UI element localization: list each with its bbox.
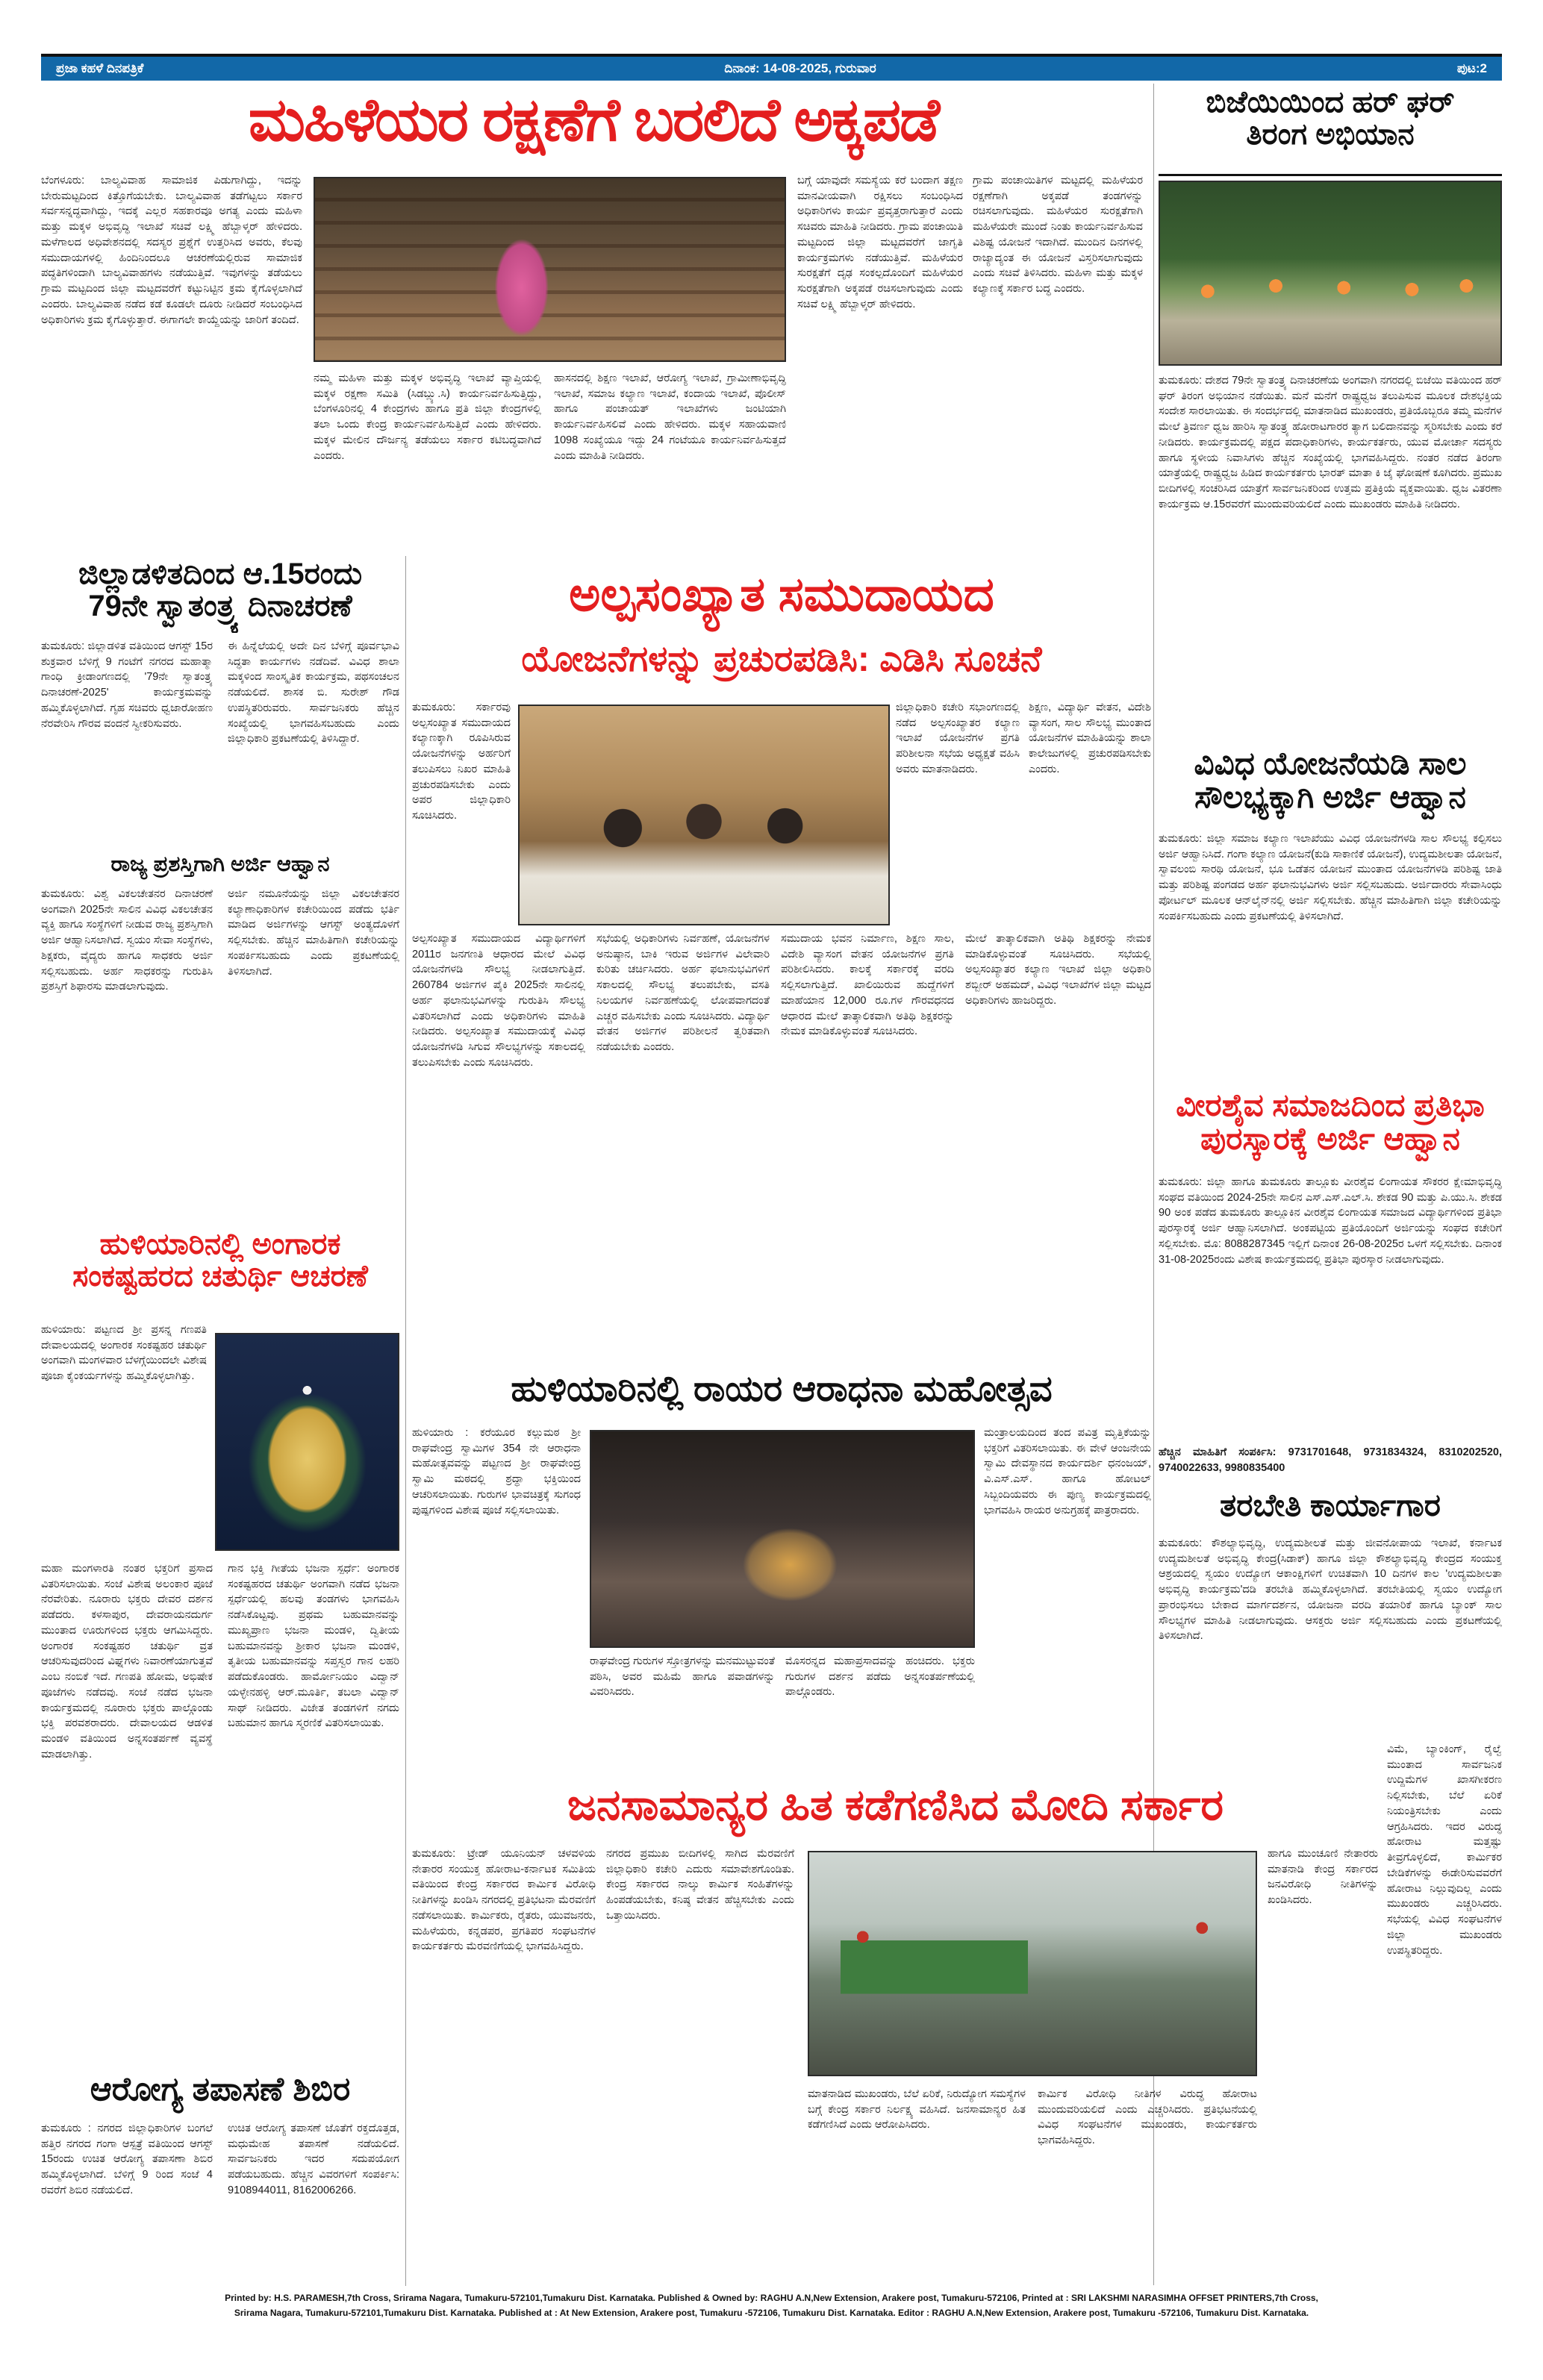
modi-col2: ನಗರದ ಪ್ರಮುಖ ಬೀದಿಗಳಲ್ಲಿ ಸಾಗಿದ ಮೆರವಣಿಗೆ ಜಿಲ್ಲಾಧಿಕಾರಿ ಕಚೇರಿ ಎದುರು ಸಮಾವೇಶಗೊಂಡಿತು. ಕೇಂದ್ರ ಸರ್ಕಾರದ ನಾಲ್ಕು ಕಾರ್ಮಿಕ ಸಂಹಿತೆಗಳನ್ನು ಹಿಂಪಡೆಯಬೇಕು, ಕನಿಷ್ಠ ವೇತನ ಹೆಚ್ಚಿಸಬೇಕು ಎಂದು ಒತ್ತಾಯಿಸಿದರು. — [606, 1848, 794, 1922]
minority-col4: ಮೇಲೆ ತಾತ್ಕಾಲಿಕವಾಗಿ ಅತಿಥಿ ಶಿಕ್ಷಕರನ್ನು ನೇಮಕ ಮಾಡಿಕೊಳ್ಳುವಂತೆ ಸೂಚಿಸಿದರು. ಸಭೆಯಲ್ಲಿ ಅಲ್ಪಸಂಖ್ಯಾತರ ಕಲ್ಯಾಣ ಇಲಾಖೆ ಜಿಲ್ಲಾ ಅಧಿಕಾರಿ ಶಬ್ಬೀರ್ ಅಹಮದ್, ವಿವಿಧ ಇಲಾಖೆಗಳ ಜಿಲ್ಲಾ ಮಟ್ಟದ ಅಧಿಕಾರಿಗಳು ಹಾಜರಿದ್ದರು. — [965, 933, 1151, 1007]
lead-body-col3: ಹಾಸನದಲ್ಲಿ ಶಿಕ್ಷಣ ಇಲಾಖೆ, ಆರೋಗ್ಯ ಇಲಾಖೆ, ಗ್ರಾಮೀಣಾಭಿವೃದ್ಧಿ ಇಲಾಖೆ, ಸಮಾಜ ಕಲ್ಯಾಣ ಇಲಾಖೆ, ಕಂದಾಯ ಇಲಾಖೆ, ಪೊಲೀಸ್ ಹಾಗೂ ಪಂಚಾಯತ್ ಇಲಾಖೆಗಳು ಜಂಟಿಯಾಗಿ ಕಾರ್ಯನಿರ್ವಹಿಸಲಿವೆ ಎಂದು ಹೇಳಿದರು. ಮಕ್ಕಳ ಸಹಾಯವಾಣಿ 1098 ಸಂಖ್ಯೆಯೂ ಇದ್ದು 24 ಗಂಟೆಯೂ ಕಾರ್ಯನಿರ್ವಹಿಸುತ್ತದೆ ಎಂದು ಮಾಹಿತಿ ನೀಡಿದರು. — [554, 372, 786, 462]
loan-body: ತುಮಕೂರು: ಜಿಲ್ಲಾ ಸಮಾಜ ಕಲ್ಯಾಣ ಇಲಾಖೆಯು ವಿವಿಧ ಯೋಜನೆಗಳಡಿ ಸಾಲ ಸೌಲಭ್ಯ ಕಲ್ಪಿಸಲು ಅರ್ಜಿ ಆಹ್ವಾನಿಸಿದೆ. ಗಂಗಾ ಕಲ್ಯಾಣ ಯೋಜನೆ(ಕುಡಿ ಸಾಕಾಣಿಕೆ ಯೋಜನೆ), ಉದ್ಯಮಶೀಲತಾ ಯೋಜನೆ, ಸ್ವಾವಲಂಬಿ ಸಾರಥಿ ಯೋಜನೆ, ಭೂ ಒಡೆತನ ಯೋಜನೆ ಮುಂತಾದ ಯೋಜನೆಗಳಡಿ ಪರಿಶಿಷ್ಟ ಜಾತಿ ಮತ್ತು ಪರಿಶಿಷ್ಟ ಪಂಗಡದ ಅರ್ಹ ಫಲಾನುಭವಿಗಳು ಅರ್ಜಿ ಸಲ್ಲಿಸಬಹುದು. ಅರ್ಜಿದಾರರು ಸೇವಾಸಿಂಧು ಪೋರ್ಟಲ್ ಮೂಲಕ ಆನ್‌ಲೈನ್‌ನಲ್ಲಿ ಅರ್ಜಿ ಸಲ್ಲಿಸಬೇಕು. ಹೆಚ್ಚಿನ ಮಾಹಿತಿಗಾಗಿ ಜಿಲ್ಲಾ ಕಚೇರಿಯನ್ನು ಸಂಪರ್ಕಿಸಬಹುದು ಎಂದು ಪ್ರಕಟಣೆಯಲ್ಲಿ ತಿಳಿಸಲಾಗಿದೆ. — [1159, 833, 1502, 922]
lead-body-col1: ಬೆಂಗಳೂರು: ಬಾಲ್ಯವಿವಾಹ ಸಾಮಾಜಿಕ ಪಿಡುಗಾಗಿದ್ದು, ಇದನ್ನು ಬೇರುಮಟ್ಟದಿಂದ ಕಿತ್ತೊಗೆಯಬೇಕು. ಬಾಲ್ಯವಿವಾಹ ತಡೆಗಟ್ಟಲು ಸರ್ಕಾರ ಸರ್ವಸನ್ನದ್ಧವಾಗಿದ್ದು, ಇದಕ್ಕೆ ಎಲ್ಲರ ಸಹಕಾರವೂ ಅಗತ್ಯ ಎಂದು ಮಹಿಳಾ ಮತ್ತು ಮಕ್ಕಳ ಅಭಿವೃದ್ಧಿ ಇಲಾಖೆ ಸಚಿವೆ ಲಕ್ಷ್ಮಿ ಹೆಬ್ಬಾಳ್ಕರ್ ಹೇಳಿದರು. ಮಳೆಗಾಲದ ಅಧಿವೇಶನದಲ್ಲಿ ಸದಸ್ಯರ ಪ್ರಶ್ನೆಗೆ ಉತ್ತರಿಸಿದ ಅವರು, ಕೆಲವು ಸಮುದಾಯಗಳಲ್ಲಿ ಹಿಂದಿನಿಂದಲೂ ಆಚರಣೆಯಲ್ಲಿರುವ ಸಾಮಾಜಿಕ ಪದ್ಧತಿಗಳಿಂದಾಗಿ ಬಾಲ್ಯವಿವಾಹಗಳು ನಡೆಯುತ್ತಿವೆ. ಇವುಗಳನ್ನು ತಡೆಯಲು ಗ್ರಾಮ ಮಟ್ಟದಿಂದ ಜಿಲ್ಲಾ ಮಟ್ಟದವರೆಗೆ ಕಟ್ಟುನಿಟ್ಟಿನ ಕ್ರಮ ಕೈಗೊಳ್ಳಲಾಗಿದೆ ಎಂದರು. ಬಾಲ್ಯವಿವಾಹ ನಡೆದ ಕಡೆ ಕೂಡಲೇ ದೂರು ನೀಡಿದರೆ ಸಂಬಂಧಿಸಿದ ಅಧಿಕಾರಿಗಳು ಕ್ರಮ ಕೈಗೊಳ್ಳುತ್ತಾರೆ. ಈಗಾಗಲೇ ಕಾಯ್ದೆಯನ್ನು ಜಾರಿಗೆ ತಂದಿದೆ. — [41, 175, 302, 326]
ganapati-deity-photo — [215, 1333, 399, 1551]
tiranga-headline-line1: ಬಿಜೆಯಿಯಿಂದ ಹರ್ ಘರ್ — [1206, 87, 1455, 119]
minority-meeting-photo — [518, 705, 890, 925]
modi-col5: ಕಾರ್ಮಿಕ ವಿರೋಧಿ ನೀತಿಗಳ ವಿರುದ್ಧ ಹೋರಾಟ ಮುಂದುವರಿಯಲಿದೆ ಎಂದು ಎಚ್ಚರಿಸಿದರು. ಪ್ರತಿಭಟನೆಯಲ್ಲಿ ವಿವಿಧ ಸಂಘಟನೆಗಳ ಮುಖಂಡರು, ಕಾರ್ಯಕರ್ತರು ಭಾಗವಹಿಸಿದ್ದರು. — [1038, 2088, 1257, 2147]
tiranga-flag-photo — [1159, 181, 1502, 366]
independence-headline-line1: ಜಿಲ್ಲಾಡಳಿತದಿಂದ ಆ.15ರಂದು — [78, 558, 363, 590]
lead-body-col4: ಬಗ್ಗೆ ಯಾವುದೇ ಸಮಸ್ಯೆಯ ಕರೆ ಬಂದಾಗ ತಕ್ಷಣ ಮಾನವೀಯವಾಗಿ ರಕ್ಷಿಸಲು ಸಂಬಂಧಿಸಿದ ಅಧಿಕಾರಿಗಳು ಕಾರ್ಯ ಪ್ರವೃತ್ತರಾಗುತ್ತಾರೆ ಎಂದು ಸಚಿವರು ಮಾಹಿತಿ ನೀಡಿದರು. ಗ್ರಾಮ ಪಂಚಾಯಿತಿ ಮಟ್ಟದಿಂದ ಜಿಲ್ಲಾ ಮಟ್ಟದವರೆಗೆ ಜಾಗೃತಿ ಕಾರ್ಯಕ್ರಮಗಳು ನಡೆಯುತ್ತಿವೆ. ಮಹಿಳೆಯರ ಸುರಕ್ಷತೆಗೆ ದೃಢ ಸಂಕಲ್ಪದೊಂದಿಗೆ ಮಹಿಳೆಯರ ಸುರಕ್ಷತೆಗಾಗಿ ಅಕ್ಕಪಡೆ ರಚಿಸಲಾಗುವುದು ಎಂದು ಸಚಿವೆ ಲಕ್ಷ್ಮಿ ಹೆಬ್ಬಾಳ್ಕರ್ ಹೇಳಿದರು. — [797, 175, 963, 310]
date-line: ದಿನಾಂಕ: 14-08-2025, ಗುರುವಾರ — [724, 61, 876, 75]
rayara-col-b2: ಮೊಸರನ್ನದ ಮಹಾಪ್ರಸಾದವನ್ನು ಹಂಚಿದರು. ಭಕ್ತರು ಗುರುಗಳ ದರ್ಶನ ಪಡೆದು ಅನ್ನಸಂತರ್ಪಣೆಯಲ್ಲಿ ಪಾಲ್ಗೊಂಡರು. — [785, 1655, 975, 1699]
angaraka-intro: ಹುಳಿಯಾರು: ಪಟ್ಟಣದ ಶ್ರೀ ಪ್ರಸನ್ನ ಗಣಪತಿ ದೇವಾಲಯದಲ್ಲಿ ಅಂಗಾರಕ ಸಂಕಷ್ಟಹರ ಚತುರ್ಥಿ ಅಂಗವಾಗಿ ಮಂಗಳವಾರ ಬೆಳಗ್ಗೆಯಿಂದಲೇ ವಿಶೇಷ ಪೂಜಾ ಕೈಂಕರ್ಯಗಳನ್ನು ಹಮ್ಮಿಕೊಳ್ಳಲಾಗಿತ್ತು. — [41, 1324, 207, 1383]
health-col1: ತುಮಕೂರು : ನಗರದ ಜಿಲ್ಲಾಧಿಕಾರಿಗಳ ಬಂಗಲೆ ಹತ್ತಿರ ನಗರದ ಗಂಗಾ ಆಸ್ಪತ್ರೆ ವತಿಯಿಂದ ಆಗಸ್ಟ್ 15ರಂದು ಉಚಿತ ಆರೋಗ್ಯ ತಪಾಸಣಾ ಶಿಬಿರ ಹಮ್ಮಿಕೊಳ್ಳಲಾಗಿದೆ. ಬೆಳಿಗ್ಗೆ 9 ರಿಂದ ಸಂಜೆ 4 ರವರೆಗೆ ಶಿಬಿರ ನಡೆಯಲಿದೆ. — [41, 2123, 213, 2196]
veerashaiva-headline-line2: ಪುರಸ್ಕಾರಕ್ಕೆ ಅರ್ಜಿ ಆಹ್ವಾನ — [1200, 1121, 1460, 1157]
state-award-subhead: ರಾಜ್ಯ ಪ್ರಶಸ್ತಿಗಾಗಿ ಅರ್ಜಿ ಆಹ್ವಾನ — [110, 852, 330, 876]
modi-headline: ಜನಸಾಮಾನ್ಯರ ಹಿತ ಕಡೆಗಣಿಸಿದ ಮೋದಿ ಸರ್ಕಾರ — [567, 1782, 1224, 1829]
independence-headline-line2: 79ನೇ ಸ್ವಾತಂತ್ರ್ಯ ದಿನಾಚರಣೆ — [88, 590, 352, 623]
tiranga-rule — [1159, 174, 1502, 176]
rayara-headline: ಹುಳಿಯಾರಿನಲ್ಲಿ ರಾಯರ ಆರಾಧನಾ ಮಹೋತ್ಸವ — [511, 1370, 1053, 1409]
loan-headline-line1: ವಿವಿಧ ಯೋಜನೆಯಡಿ ಸಾಲ — [1194, 746, 1467, 781]
lead-assembly-photo — [314, 177, 786, 362]
modi-col3: ಹಾಗೂ ಮುಂಚೂಣಿ ನೇತಾರರು ಮಾತನಾಡಿ ಕೇಂದ್ರ ಸರ್ಕಾರದ ಜನವಿರೋಧಿ ನೀತಿಗಳನ್ನು ಖಂಡಿಸಿದರು. — [1268, 1848, 1378, 1907]
minority-col-r2: ಶಿಕ್ಷಣ, ವಿದ್ಯಾರ್ಥಿ ವೇತನ, ವಿದೇಶಿ ವ್ಯಾಸಂಗ, ಸಾಲ ಸೌಲಭ್ಯ ಮುಂತಾದ ಯೋಜನೆಗಳ ಮಾಹಿತಿಯನ್ನು ಶಾಲಾ ಕಾಲೇಜುಗಳಲ್ಲಿ ಪ್ರಚುರಪಡಿಸಬೇಕು ಎಂದರು. — [1029, 702, 1151, 775]
independence-col2: ಈ ಹಿನ್ನೆಲೆಯಲ್ಲಿ ಅದೇ ದಿನ ಬೆಳಿಗ್ಗೆ ಪೂರ್ವಭಾವಿ ಸಿದ್ಧತಾ ಕಾರ್ಯಗಳು ನಡೆದಿವೆ. ವಿವಿಧ ಶಾಲಾ ಮಕ್ಕಳಿಂದ ಸಾಂಸ್ಕೃತಿಕ ಕಾರ್ಯಕ್ರಮ, ಪಥಸಂಚಲನ ನಡೆಯಲಿದೆ. ಶಾಸಕ ಬಿ. ಸುರೇಶ್ ಗೌಡ ಉಪಸ್ಥಿತರಿರುವರು. ಸಾರ್ವಜನಿಕರು ಹೆಚ್ಚಿನ ಸಂಖ್ಯೆಯಲ್ಲಿ ಭಾಗವಹಿಸಬಹುದು ಎಂದು ಜಿಲ್ಲಾಧಿಕಾರಿ ಪ್ರಕಟಣೆಯಲ್ಲಿ ತಿಳಿಸಿದ್ದಾರೆ. — [228, 640, 399, 746]
training-body: ತುಮಕೂರು: ಕೌಶಲ್ಯಾಭಿವೃದ್ಧಿ, ಉದ್ಯಮಶೀಲತೆ ಮತ್ತು ಜೀವನೋಪಾಯ ಇಲಾಖೆ, ಕರ್ನಾಟಕ ಉದ್ಯಮಶೀಲತೆ ಅಭಿವೃದ್ಧಿ ಕೇಂದ್ರ(ಸಿಡಾಕ್) ಹಾಗೂ ಜಿಲ್ಲಾ ಕೌಶಲ್ಯಾಭಿವೃದ್ಧಿ ಕೇಂದ್ರದ ಸಂಯುಕ್ತ ಆಶ್ರಯದಲ್ಲಿ ಸ್ವಯಂ ಉದ್ಯೋಗ ಆಕಾಂಕ್ಷಿಗಳಿಗೆ ಉಚಿತವಾಗಿ 10 ದಿನಗಳ ಕಾಲ 'ಉದ್ಯಮಶೀಲತಾ ಅಭಿವೃದ್ಧಿ ಕಾರ್ಯಕ್ರಮ'ದಡಿ ತರಬೇತಿ ಹಮ್ಮಿಕೊಳ್ಳಲಾಗಿದೆ. ತರಬೇತಿಯಲ್ಲಿ ಸ್ವಯಂ ಉದ್ಯೋಗ ಪ್ರಾರಂಭಿಸಲು ಬೇಕಾದ ಮಾರ್ಗದರ್ಶನ, ಯೋಜನಾ ವರದಿ ತಯಾರಿಕೆ ಹಾಗೂ ಬ್ಯಾಂಕ್ ಸಾಲ ಸೌಲಭ್ಯಗಳ ಮಾಹಿತಿ ನೀಡಲಾಗುವುದು. ಆಸಕ್ತರು ಅರ್ಜಿ ಸಲ್ಲಿಸಬಹುದು ಎಂದು ಪ್ರಕಟಣೆಯಲ್ಲಿ ತಿಳಿಸಲಾಗಿದೆ. — [1159, 1537, 1502, 1643]
health-col2: ಉಚಿತ ಆರೋಗ್ಯ ತಪಾಸಣೆ ಜೊತೆಗೆ ರಕ್ತದೊತ್ತಡ, ಮಧುಮೇಹ ತಪಾಸಣೆ ನಡೆಯಲಿದೆ. ಸಾರ್ವಜನಿಕರು ಇದರ ಸದುಪಯೋಗ ಪಡೆಯಬಹುದು. ಹೆಚ್ಚಿನ ವಿವರಗಳಿಗೆ ಸಂಪರ್ಕಿಸಿ: 9108944011, 8162006266. — [228, 2123, 399, 2196]
veerashaiva-contact: ಹೆಚ್ಚಿನ ಮಾಹಿತಿಗೆ ಸಂಪರ್ಕಿಸಿ: 9731701648, 9731834324, 8310202520, 9740022633, 9980835400 — [1159, 1446, 1502, 1474]
angaraka-col1: ಮಹಾ ಮಂಗಳಾರತಿ ನಂತರ ಭಕ್ತರಿಗೆ ಪ್ರಸಾದ ವಿತರಿಸಲಾಯಿತು. ಸಂಜೆ ವಿಶೇಷ ಅಲಂಕಾರ ಪೂಜೆ ನೆರವೇರಿತು. ನೂರಾರು ಭಕ್ತರು ದೇವರ ದರ್ಶನ ಪಡೆದರು. ಕಳಸಾಪುರ, ದೇವರಾಯನದುರ್ಗ ಮುಂತಾದ ಊರುಗಳಿಂದ ಭಕ್ತರು ಆಗಮಿಸಿದ್ದರು. ಅಂಗಾರಕ ಸಂಕಷ್ಟಹರ ಚತುರ್ಥಿ ವ್ರತ ಆಚರಿಸುವುದರಿಂದ ವಿಘ್ನಗಳು ನಿವಾರಣೆಯಾಗುತ್ತವೆ ಎಂಬ ನಂಬಿಕೆ ಇದೆ. ಗಣಪತಿ ಹೋಮ, ಅಭಿಷೇಕ ಪೂಜೆಗಳು ನಡೆದವು. ಸಂಜೆ ನಡೆದ ಭಜನಾ ಕಾರ್ಯಕ್ರಮದಲ್ಲಿ ನೂರಾರು ಭಕ್ತರು ಪಾಲ್ಗೊಂಡು ಭಕ್ತಿ ಪರವಶರಾದರು. ದೇವಾಲಯದ ಆಡಳಿತ ಮಂಡಳಿ ವತಿಯಿಂದ ಅನ್ನಸಂತರ್ಪಣೆ ವ್ಯವಸ್ಥೆ ಮಾಡಲಾಗಿತ್ತು. — [41, 1563, 213, 1761]
lead-headline: ಮಹಿಳೆಯರ ರಕ್ಷಣೆಗೆ ಬರಲಿದೆ ಅಕ್ಕಪಡೆ — [248, 88, 939, 153]
minority-col1: ಅಲ್ಪಸಂಖ್ಯಾತ ಸಮುದಾಯದ ವಿದ್ಯಾರ್ಥಿಗಳಿಗೆ 2011ರ ಜನಗಣತಿ ಆಧಾರದ ಮೇಲೆ ವಿವಿಧ ಯೋಜನೆಗಳಡಿ ಸೌಲಭ್ಯ ನೀಡಲಾಗುತ್ತಿದೆ. 260784 ಅರ್ಜಿಗಳ ಪೈಕಿ 2025ನೇ ಸಾಲಿನಲ್ಲಿ ಅರ್ಹ ಫಲಾನುಭವಿಗಳನ್ನು ಗುರುತಿಸಿ ಸೌಲಭ್ಯ ವಿತರಿಸಲಾಗಿದೆ ಎಂದು ಅಧಿಕಾರಿಗಳು ಮಾಹಿತಿ ನೀಡಿದರು. ಅಲ್ಪಸಂಖ್ಯಾತ ಸಮುದಾಯಕ್ಕೆ ವಿವಿಧ ಯೋಜನೆಗಳಡಿ ಸಿಗುವ ಸೌಲಭ್ಯಗಳನ್ನು ಸಕಾಲದಲ್ಲಿ ತಲುಪಿಸಬೇಕು ಎಂದು ಸೂಚಿಸಿದರು. — [412, 933, 585, 1069]
minority-headline-line1: ಅಲ್ಪಸಂಖ್ಯಾತ ಸಮುದಾಯದ — [569, 569, 994, 621]
minority-col-left: ತುಮಕೂರು: ಸರ್ಕಾರವು ಅಲ್ಪಸಂಖ್ಯಾತ ಸಮುದಾಯದ ಕಲ್ಯಾಣಕ್ಕಾಗಿ ರೂಪಿಸಿರುವ ಯೋಜನೆಗಳನ್ನು ಅರ್ಹರಿಗೆ ತಲುಪಿಸಲು ನಿಖರ ಮಾಹಿತಿ ಪ್ರಚುರಪಡಿಸಬೇಕು ಎಂದು ಅಪರ ಜಿಲ್ಲಾಧಿಕಾರಿ ಸೂಚಿಸಿದರು. — [412, 702, 511, 822]
angaraka-headline — [41, 1228, 399, 1315]
rayara-col-b1: ರಾಘವೇಂದ್ರ ಗುರುಗಳ ಸ್ತೋತ್ರಗಳನ್ನು ಮನಮುಟ್ಟುವಂತೆ ಪಠಿಸಿ, ಅವರ ಮಹಿಮೆ ಹಾಗೂ ಪವಾಡಗಳನ್ನು ವಿವರಿಸಿದರು. — [590, 1655, 775, 1699]
paper-name: ಪ್ರಜಾ ಕಹಳೆ ದಿನಪತ್ರಿಕೆ — [56, 61, 144, 75]
independence-headline — [41, 558, 399, 633]
independence-col4: ಅರ್ಜಿ ನಮೂನೆಯನ್ನು ಜಿಲ್ಲಾ ವಿಕಲಚೇತನರ ಕಲ್ಯಾಣಾಧಿಕಾರಿಗಳ ಕಚೇರಿಯಿಂದ ಪಡೆದು ಭರ್ತಿ ಮಾಡಿದ ಅರ್ಜಿಗಳನ್ನು ಆಗಸ್ಟ್ ಅಂತ್ಯದೊಳಗೆ ಸಲ್ಲಿಸಬೇಕು. ಹೆಚ್ಚಿನ ಮಾಹಿತಿಗಾಗಿ ಕಚೇರಿಯನ್ನು ಸಂಪರ್ಕಿಸಬಹುದು ಎಂದು ಪ್ರಕಟಣೆಯಲ್ಲಿ ತಿಳಿಸಲಾಗಿದೆ. — [228, 888, 399, 978]
tiranga-headline — [1159, 87, 1502, 169]
page-number: ಪುಟ:2 — [1456, 61, 1487, 75]
loan-headline — [1159, 746, 1502, 825]
protest-march-photo — [808, 1851, 1257, 2076]
angaraka-col2: ಗಾನ ಭಕ್ತಿ ಗೀತೆಯ ಭಜನಾ ಸ್ಪರ್ಧೆ: ಅಂಗಾರಕ ಸಂಕಷ್ಟಹರದ ಚತುರ್ಥಿ ಅಂಗವಾಗಿ ನಡೆದ ಭಜನಾ ಸ್ಪರ್ಧೆಯಲ್ಲಿ ಹಲವು ತಂಡಗಳು ಭಾಗವಹಿಸಿ ನಡೆಸಿಕೊಟ್ಟವು. ಪ್ರಥಮ ಬಹುಮಾನವನ್ನು ಮುಖ್ಯಪ್ರಾಣ ಭಜನಾ ಮಂಡಳಿ, ದ್ವಿತೀಯ ಬಹುಮಾನವನ್ನು ಶ್ರೀಕಾರ ಭಜನಾ ಮಂಡಳಿ, ತೃತೀಯ ಬಹುಮಾನವನ್ನು ಸಪ್ತಸ್ವರ ಗಾನ ಲಹರಿ ಪಡೆದುಕೊಂಡರು. ಹಾರ್ಮೋನಿಯಂ ವಿದ್ವಾನ್ ಯಳ್ಳೇನಹಳ್ಳಿ ಆರ್.ಮೂರ್ತಿ, ತಬಲಾ ವಿದ್ವಾನ್ ಸಾಥ್ ನೀಡಿದರು. ವಿಜೇತ ತಂಡಗಳಿಗೆ ನಗದು ಬಹುಮಾನ ಹಾಗೂ ಸ್ಮರಣಿಕೆ ವಿತರಿಸಲಾಯಿತು. — [228, 1563, 399, 1730]
minority-headline-line2: ಯೋಜನೆಗಳನ್ನು ಪ್ರಚುರಪಡಿಸಿ: ಎಡಿಸಿ ಸೂಚನೆ — [521, 640, 1042, 679]
rayara-col-right: ಮಂತ್ರಾಲಯದಿಂದ ತಂದ ಪವಿತ್ರ ಮೃತ್ತಿಕೆಯನ್ನು ಭಕ್ತರಿಗೆ ವಿತರಿಸಲಾಯಿತು. ಈ ವೇಳೆ ಆಂಜನೇಯ ಸ್ವಾಮಿ ದೇವಸ್ಥಾನದ ಕಾರ್ಯದರ್ಶಿ ಧನಂಜಯ್, ವಿ.ಎಸ್.ಎಸ್. ಹಾಗೂ ಹೋಟಲ್ ಸಿಬ್ಬಂದಿಯವರು ಈ ಪುಣ್ಯ ಕಾರ್ಯಕ್ರಮದಲ್ಲಿ ಭಾಗವಹಿಸಿ ರಾಯರ ಅನುಗ್ರಹಕ್ಕೆ ಪಾತ್ರರಾದರು. — [984, 1427, 1151, 1517]
lead-body-col2: ನಮ್ಮ ಮಹಿಳಾ ಮತ್ತು ಮಕ್ಕಳ ಅಭಿವೃದ್ಧಿ ಇಲಾಖೆ ವ್ಯಾಪ್ತಿಯಲ್ಲಿ ಮಕ್ಕಳ ರಕ್ಷಣಾ ಸಮಿತಿ (ಸಿಡಬ್ಲ್ಯು.ಸಿ) ಕಾರ್ಯನಿರ್ವಹಿಸುತ್ತಿದ್ದು, ಬೆಂಗಳೂರಿನಲ್ಲಿ 4 ಕೇಂದ್ರಗಳು ಹಾಗೂ ಪ್ರತಿ ಜಿಲ್ಲಾ ಕೇಂದ್ರಗಳಲ್ಲಿ ತಲಾ ಒಂದು ಕೇಂದ್ರ ಕಾರ್ಯನಿರ್ವಹಿಸುತ್ತಿದೆ ಎಂದು ಹೇಳಿದರು. ಮಕ್ಕಳ ಮೇಲಿನ ದೌರ್ಜನ್ಯ ತಡೆಯಲು ಸರ್ಕಾರ ಕಟಿಬದ್ಧವಾಗಿದೆ ಎಂದರು. — [314, 372, 541, 462]
veerashaiva-body: ತುಮಕೂರು: ಜಿಲ್ಲಾ ಹಾಗೂ ತುಮಕೂರು ತಾಲ್ಲೂಕು ವೀರಶೈವ ಲಿಂಗಾಯತ ಸೌಕರರ ಕ್ಷೇಮಾಭಿವೃದ್ಧಿ ಸಂಘದ ವತಿಯಿಂದ 2024-25ನೇ ಸಾಲಿನ ಎಸ್.ಎಸ್.ಎಲ್.ಸಿ. ಶೇಕಡ 90 ಮತ್ತು ಪಿ.ಯು.ಸಿ. ಶೇಕಡ 90 ಅಂಕ ಪಡೆದ ತುಮಕೂರು ತಾಲ್ಲೂಕಿನ ವೀರಶೈವ ಲಿಂಗಾಯತ ಸಮಾಜದ ವಿದ್ಯಾರ್ಥಿಗಳಿಂದ ಪ್ರತಿಭಾ ಪುರಸ್ಕಾರಕ್ಕೆ ಅರ್ಜಿ ಆಹ್ವಾನಿಸಲಾಗಿದೆ. ಅಂಕಪಟ್ಟಿಯ ಪ್ರತಿಯೊಂದಿಗೆ ಅರ್ಜಿಯನ್ನು ಸಂಘದ ಕಚೇರಿಗೆ ಸಲ್ಲಿಸಬೇಕು. ಮೊ: 8088287345 ಇಲ್ಲಿಗೆ ದಿನಾಂಕ 26-08-2025ರ ಒಳಗೆ ಸಲ್ಲಿಸಬೇಕು. ದಿನಾಂಕ 31-08-2025ರಂದು ವಿಶೇಷ ಕಾರ್ಯಕ್ರಮದಲ್ಲಿ ಪ್ರತಿಭಾ ಪುರಸ್ಕಾರ ನೀಡಲಾಗುವುದು. — [1159, 1176, 1502, 1266]
loan-headline-line2: ಸೌಲಭ್ಯಕ್ಕಾಗಿ ಅರ್ಜಿ ಆಹ್ವಾನ — [1194, 779, 1466, 815]
independence-col1: ತುಮಕೂರು: ಜಿಲ್ಲಾಡಳಿತ ವತಿಯಿಂದ ಆಗಸ್ಟ್ 15ರ ಶುಕ್ರವಾರ ಬೆಳಿಗ್ಗೆ 9 ಗಂಟೆಗೆ ನಗರದ ಮಹಾತ್ಮಾ ಗಾಂಧಿ ಕ್ರೀಡಾಂಗಣದಲ್ಲಿ '79ನೇ ಸ್ವಾತಂತ್ರ್ಯ ದಿನಾಚರಣೆ-2025' ಕಾರ್ಯಕ್ರಮವನ್ನು ಹಮ್ಮಿಕೊಳ್ಳಲಾಗಿದೆ. ಗೃಹ ಸಚಿವರು ಧ್ವಜಾರೋಹಣ ನೆರವೇರಿಸಿ ಗೌರವ ವಂದನೆ ಸ್ವೀಕರಿಸುವರು. — [41, 640, 213, 730]
health-headline: ಆರೋಗ್ಯ ತಪಾಸಣೆ ಶಿಬಿರ — [90, 2072, 351, 2108]
tiranga-body: ತುಮಕೂರು: ದೇಶದ 79ನೇ ಸ್ವಾತಂತ್ರ್ಯ ದಿನಾಚರಣೆಯ ಅಂಗವಾಗಿ ನಗರದಲ್ಲಿ ಬಿಜೆಯಿ ವತಿಯಿಂದ ಹರ್ ಘರ್ ತಿರಂಗ ಅಭಿಯಾನ ನಡೆಯಿತು. ಮನೆ ಮನೆಗೆ ರಾಷ್ಟ್ರಧ್ವಜ ತಲುಪಿಸುವ ಮೂಲಕ ದೇಶಭಕ್ತಿಯ ಸಂದೇಶ ಸಾರಲಾಯಿತು. ಈ ಸಂದರ್ಭದಲ್ಲಿ ಮಾತನಾಡಿದ ಮುಖಂಡರು, ಪ್ರತಿಯೊಬ್ಬರೂ ತಮ್ಮ ಮನೆಗಳ ಮೇಲೆ ತ್ರಿವರ್ಣ ಧ್ವಜ ಹಾರಿಸಿ ಸ್ವಾತಂತ್ರ್ಯ ಹೋರಾಟಗಾರರ ತ್ಯಾಗ ಬಲಿದಾನವನ್ನು ಸ್ಮರಿಸಬೇಕು ಎಂದು ಕರೆ ನೀಡಿದರು. ಕಾರ್ಯಕ್ರಮದಲ್ಲಿ ಪಕ್ಷದ ಪದಾಧಿಕಾರಿಗಳು, ಕಾರ್ಯಕರ್ತರು, ಯುವ ಮೋರ್ಚಾ ಸದಸ್ಯರು ಹಾಗೂ ಸ್ಥಳೀಯ ನಿವಾಸಿಗಳು ಹೆಚ್ಚಿನ ಸಂಖ್ಯೆಯಲ್ಲಿ ಭಾಗವಹಿಸಿದ್ದರು. ನಂತರ ನಡೆದ ತಿರಂಗಾ ಯಾತ್ರೆಯಲ್ಲಿ ರಾಷ್ಟ್ರಧ್ವಜ ಹಿಡಿದ ಕಾರ್ಯಕರ್ತರು ಭಾರತ್ ಮಾತಾ ಕಿ ಜೈ ಘೋಷಣೆ ಕೂಗಿದರು. ಪ್ರಮುಖ ಬೀದಿಗಳಲ್ಲಿ ಸಂಚರಿಸಿದ ಯಾತ್ರೆಗೆ ಸಾರ್ವಜನಿಕರಿಂದ ಉತ್ತಮ ಪ್ರತಿಕ್ರಿಯೆ ವ್ಯಕ್ತವಾಯಿತು. ಧ್ವಜ ವಿತರಣಾ ಕಾರ್ಯಕ್ರಮ ಆ.15ರವರೆಗೆ ಮುಂದುವರಿಯಲಿದೆ ಎಂದು ಮುಖಂಡರು ಮಾಹಿತಿ ನೀಡಿದರು. — [1159, 375, 1502, 510]
training-headline: ತರಬೇತಿ ಕಾರ್ಯಾಗಾರ — [1220, 1488, 1441, 1522]
modi-col6: ವಿಮೆ, ಬ್ಯಾಂಕಿಂಗ್, ರೈಲ್ವೆ ಮುಂತಾದ ಸಾರ್ವಜನಿಕ ಉದ್ದಿಮೆಗಳ ಖಾಸಗೀಕರಣ ನಿಲ್ಲಿಸಬೇಕು, ಬೆಲೆ ಏರಿಕೆ ನಿಯಂತ್ರಿಸಬೇಕು ಎಂದು ಆಗ್ರಹಿಸಿದರು. ಇದರ ವಿರುದ್ಧ ಹೋರಾಟ ಮತ್ತಷ್ಟು ತೀವ್ರಗೊಳ್ಳಲಿದೆ, ಕಾರ್ಮಿಕರ ಬೇಡಿಕೆಗಳನ್ನು ಈಡೇರಿಸುವವರೆಗೆ ಹೋರಾಟ ನಿಲ್ಲುವುದಿಲ್ಲ ಎಂದು ಮುಖಂಡರು ಎಚ್ಚರಿಸಿದರು. ಸಭೆಯಲ್ಲಿ ವಿವಿಧ ಸಂಘಟನೆಗಳ ಜಿಲ್ಲಾ ಮುಖಂಡರು ಉಪಸ್ಥಿತರಿದ್ದರು. — [1387, 1743, 1502, 1957]
modi-col1: ತುಮಕೂರು: ಟ್ರೇಡ್ ಯೂನಿಯನ್ ಚಳವಳಿಯ ನೇತಾರರ ಸಂಯುಕ್ತ ಹೋರಾಟ-ಕರ್ನಾಟಕ ಸಮಿತಿಯ ವತಿಯಿಂದ ಕೇಂದ್ರ ಸರ್ಕಾರದ ಕಾರ್ಮಿಕ ವಿರೋಧಿ ನೀತಿಗಳನ್ನು ಖಂಡಿಸಿ ನಗರದಲ್ಲಿ ಪ್ರತಿಭಟನಾ ಮೆರವಣಿಗೆ ನಡೆಸಲಾಯಿತು. ಕಾರ್ಮಿಕರು, ರೈತರು, ಯುವಜನರು, ಮಹಿಳೆಯರು, ಕನ್ನಡಪರ, ಪ್ರಗತಿಪರ ಸಂಘಟನೆಗಳ ಕಾರ್ಯಕರ್ತರು ಮೆರವಣಿಗೆಯಲ್ಲಿ ಭಾಗವಹಿಸಿದ್ದರು. — [412, 1848, 596, 1953]
imprint-line2: Srirama Nagara, Tumakuru-572101,Tumakuru Dist. Karnataka. Published at : At New Extension, Arakere post, Tumakuru -572106, Tumakuru Dist. Karnataka. Editor : RAGHU A.N,New Extension, Arakere post, Tumakuru -572106, Tumakuru Dist. Karnataka. — [234, 2308, 1309, 2318]
independence-col3: ತುಮಕೂರು: ವಿಶ್ವ ವಿಕಲಚೇತನರ ದಿನಾಚರಣೆ ಅಂಗವಾಗಿ 2025ನೇ ಸಾಲಿನ ವಿವಿಧ ವಿಕಲಚೇತನ ವ್ಯಕ್ತಿ ಹಾಗೂ ಸಂಸ್ಥೆಗಳಿಗೆ ನೀಡುವ ರಾಜ್ಯ ಪ್ರಶಸ್ತಿಗಾಗಿ ಅರ್ಜಿ ಆಹ್ವಾನಿಸಲಾಗಿದೆ. ಸ್ವಯಂ ಸೇವಾ ಸಂಸ್ಥೆಗಳು, ಶಿಕ್ಷಕರು, ವೈದ್ಯರು ಹಾಗೂ ಸಾಧಕರು ಅರ್ಜಿ ಸಲ್ಲಿಸಬಹುದು. ಅರ್ಹ ಸಾಧಕರನ್ನು ಗುರುತಿಸಿ ಪ್ರಶಸ್ತಿಗೆ ಶಿಫಾರಸು ಮಾಡಲಾಗುವುದು. — [41, 888, 213, 993]
lead-body-col5: ಗ್ರಾಮ ಪಂಚಾಯಿತಿಗಳ ಮಟ್ಟದಲ್ಲಿ ಮಹಿಳೆಯರ ರಕ್ಷಣೆಗಾಗಿ ಅಕ್ಕಪಡೆ ತಂಡಗಳನ್ನು ರಚಿಸಲಾಗುವುದು. ಮಹಿಳೆಯರ ಸುರಕ್ಷತೆಗಾಗಿ ಮಹಿಳೆಯರೇ ಮುಂದೆ ನಿಂತು ಕಾರ್ಯನಿರ್ವಹಿಸುವ ವಿಶಿಷ್ಟ ಯೋಜನೆ ಇದಾಗಿದೆ. ಮುಂದಿನ ದಿನಗಳಲ್ಲಿ ರಾಜ್ಯಾದ್ಯಂತ ಈ ಯೋಜನೆ ವಿಸ್ತರಿಸಲಾಗುವುದು ಎಂದು ಸಚಿವೆ ತಿಳಿಸಿದರು. ಮಹಿಳಾ ಮತ್ತು ಮಕ್ಕಳ ಕಲ್ಯಾಣಕ್ಕೆ ಸರ್ಕಾರ ಬದ್ಧ ಎಂದರು. — [973, 175, 1143, 296]
masthead-bar — [41, 54, 1502, 81]
minority-col-r1: ಜಿಲ್ಲಾಧಿಕಾರಿ ಕಚೇರಿ ಸಭಾಂಗಣದಲ್ಲಿ ನಡೆದ ಅಲ್ಪಸಂಖ್ಯಾತರ ಕಲ್ಯಾಣ ಇಲಾಖೆ ಯೋಜನೆಗಳ ಪ್ರಗತಿ ಪರಿಶೀಲನಾ ಸಭೆಯ ಅಧ್ಯಕ್ಷತೆ ವಹಿಸಿ ಅವರು ಮಾತನಾಡಿದರು. — [896, 702, 1020, 775]
column-divider-left — [405, 556, 406, 2286]
veerashaiva-headline — [1159, 1088, 1502, 1169]
angaraka-headline-line2: ಸಂಕಷ್ಟಹರದ ಚತುರ್ಥಿ ಆಚರಣೆ — [72, 1260, 368, 1293]
minority-col2: ಸಭೆಯಲ್ಲಿ ಅಧಿಕಾರಿಗಳು ನಿರ್ವಹಣೆ, ಯೋಜನೆಗಳ ಅನುಷ್ಠಾನ, ಬಾಕಿ ಇರುವ ಅರ್ಜಿಗಳ ವಿಲೇವಾರಿ ಕುರಿತು ಚರ್ಚಿಸಿದರು. ಅರ್ಹ ಫಲಾನುಭವಿಗಳಿಗೆ ಸಕಾಲದಲ್ಲಿ ಸೌಲಭ್ಯ ತಲುಪಬೇಕು, ವಸತಿ ನಿಲಯಗಳ ನಿರ್ವಹಣೆಯಲ್ಲಿ ಲೋಪವಾಗದಂತೆ ಎಚ್ಚರ ವಹಿಸಬೇಕು ಎಂದು ಸೂಚಿಸಿದರು. ವಿದ್ಯಾರ್ಥಿ ವೇತನ ಅರ್ಜಿಗಳ ಪರಿಶೀಲನೆ ತ್ವರಿತವಾಗಿ ನಡೆಯಬೇಕು ಎಂದರು. — [596, 933, 770, 1054]
veerashaiva-headline-line1: ವೀರಶೈವ ಸಮಾಜದಿಂದ ಪ್ರತಿಭಾ — [1176, 1088, 1485, 1122]
imprint-line1: Printed by: H.S. PARAMESH,7th Cross, Srirama Nagara, Tumakuru-572101,Tumakuru Dist. Karnataka. Published & Owned by: RAGHU A.N,New Extension, Arakere post, Tumakuru-572106, Printed at : SRI LAKSHMI NARASIMHA OFFSET PRINTERS,7th Cross, — [225, 2293, 1318, 2303]
minority-col3: ಸಮುದಾಯ ಭವನ ನಿರ್ಮಾಣ, ಶಿಕ್ಷಣ ಸಾಲ, ವಿದೇಶಿ ವ್ಯಾಸಂಗ ವೇತನ ಯೋಜನೆಗಳ ಪ್ರಗತಿ ಪರಿಶೀಲಿಸಿದರು. ಕಾಲಕ್ಕೆ ಸರ್ಕಾರಕ್ಕೆ ವರದಿ ಸಲ್ಲಿಸಲಾಗುತ್ತಿದೆ. ಖಾಲಿಯಿರುವ ಹುದ್ದೆಗಳಿಗೆ ಮಾಹೆಯಾನ 12,000 ರೂ.ಗಳ ಗೌರವಧನದ ಆಧಾರದ ಮೇಲೆ ತಾತ್ಕಾಲಿಕವಾಗಿ ಅತಿಥಿ ಶಿಕ್ಷಕರನ್ನು ನೇಮಕ ಮಾಡಿಕೊಳ್ಳುವಂತೆ ಸೂಚಿಸಿದರು. — [781, 933, 954, 1038]
rayara-event-photo — [590, 1430, 975, 1648]
modi-col4: ಮಾತನಾಡಿದ ಮುಖಂಡರು, ಬೆಲೆ ಏರಿಕೆ, ನಿರುದ್ಯೋಗ ಸಮಸ್ಯೆಗಳ ಬಗ್ಗೆ ಕೇಂದ್ರ ಸರ್ಕಾರ ನಿರ್ಲಕ್ಷ್ಯ ವಹಿಸಿದೆ. ಜನಸಾಮಾನ್ಯರ ಹಿತ ಕಡೆಗಣಿಸಿದೆ ಎಂದು ಆರೋಪಿಸಿದರು. — [808, 2088, 1026, 2131]
tiranga-headline-line2: ತಿರಂಗ ಅಭಿಯಾನ — [1246, 118, 1415, 152]
rayara-col-left: ಹುಳಿಯಾರು : ಕರೆಯೂರ ಕಲ್ಲುಮಠ ಶ್ರೀ ರಾಘವೇಂದ್ರ ಸ್ವಾಮಿಗಳ 354 ನೇ ಆರಾಧನಾ ಮಹೋತ್ಸವವನ್ನು ಪಟ್ಟಣದ ಶ್ರೀ ರಾಘವೇಂದ್ರ ಸ್ವಾಮಿ ಮಠದಲ್ಲಿ ಶ್ರದ್ಧಾ ಭಕ್ತಿಯಿಂದ ಆಚರಿಸಲಾಯಿತು. ಗುರುಗಳ ಭಾವಚಿತ್ರಕ್ಕೆ ಸುಗಂಧ ಪುಷ್ಪಗಳಿಂದ ವಿಶೇಷ ಪೂಜೆ ಸಲ್ಲಿಸಲಾಯಿತು. — [412, 1427, 581, 1517]
angaraka-headline-line1: ಹುಳಿಯಾರಿನಲ್ಲಿ ಅಂಗಾರಕ — [99, 1228, 341, 1261]
